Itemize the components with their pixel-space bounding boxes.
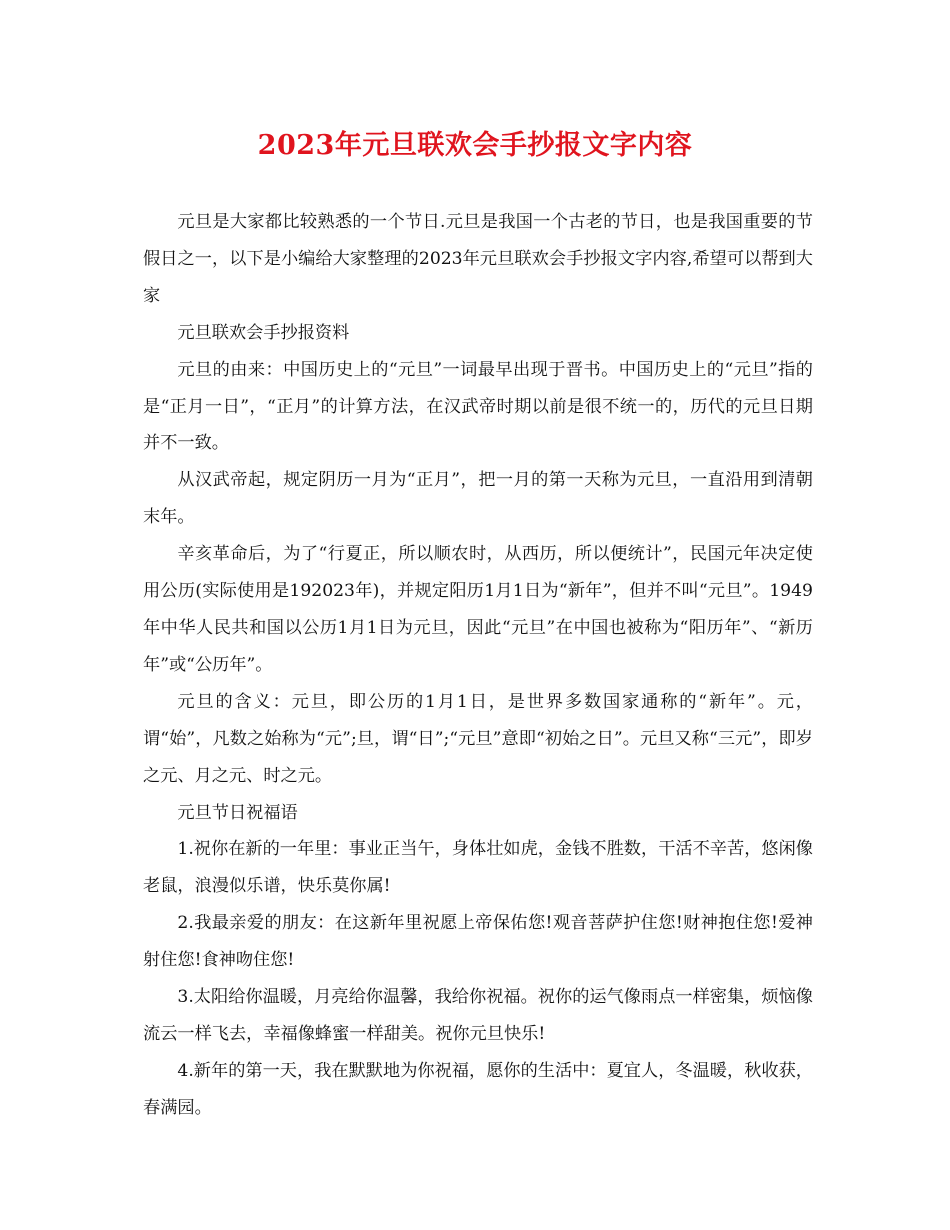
document-body	[143, 204, 813, 1127]
page-title: 2023年元旦联欢会手抄报文字内容	[257, 130, 693, 161]
origin-paragraph: 元旦的由来：中国历史上的“元旦”一词最早出现于晋书。中国历史上的“元旦”指的是“正月一日”，“正月”的计算方法，在汉武帝时期以前是很不统一的，历代的元旦日期并不一致。	[143, 359, 813, 454]
greeting-item: 3.太阳给你温暖，月亮给你温馨，我给你祝福。祝你的运气像雨点一样密集，烦恼像流云一样飞去，幸福像蜂蜜一样甜美。祝你元旦快乐!	[143, 987, 813, 1044]
section-heading-greetings: 元旦节日祝福语	[177, 802, 298, 823]
meaning-paragraph: 元旦的含义：元旦，即公历的1月1日，是世界多数国家通称的“新年”。元，谓“始”，凡数之始称为“元”;旦，谓“日”;“元旦”意即“初始之日”。元旦又称“三元”，即岁之元、月之元、时之元。	[143, 691, 813, 786]
section-heading-materials: 元旦联欢会手抄报资料	[177, 322, 350, 343]
intro-paragraph: 元旦是大家都比较熟悉的一个节日.元旦是我国一个古老的节日，也是我国重要的节假日之一，以下是小编给大家整理的2023年元旦联欢会手抄报文字内容,希望可以帮到大家	[143, 212, 813, 306]
greeting-item: 2.我最亲爱的朋友：在这新年里祝愿上帝保佑您!观音菩萨护住您!财神抱住您!爱神射住您!食神吻住您!	[143, 913, 813, 971]
xinhai-paragraph: 辛亥革命后，为了“行夏正，所以顺农时，从西历，所以便统计”，民国元年决定使用公历(实际使用是192023年)，并规定阳历1月1日为“新年”，但并不叫“元旦”。1949年中华人民共和国以公历1月1日为元旦，因此“元旦”在中国也被称为“阳历年”、“新历年”或“公历年”。	[143, 544, 813, 675]
greeting-item: 4.新年的第一天，我在默默地为你祝福，愿你的生活中：夏宜人，冬温暖，秋收获，春满园。	[143, 1060, 813, 1118]
han-wudi-paragraph: 从汉武帝起，规定阴历一月为“正月”，把一月的第一天称为元旦，一直沿用到清朝末年。	[143, 470, 813, 528]
greeting-item: 1.祝你在新的一年里：事业正当午，身体壮如虎，金钱不胜数，干活不辛苦，悠闲像老鼠，浪漫似乐谱，快乐莫你属!	[143, 839, 813, 897]
